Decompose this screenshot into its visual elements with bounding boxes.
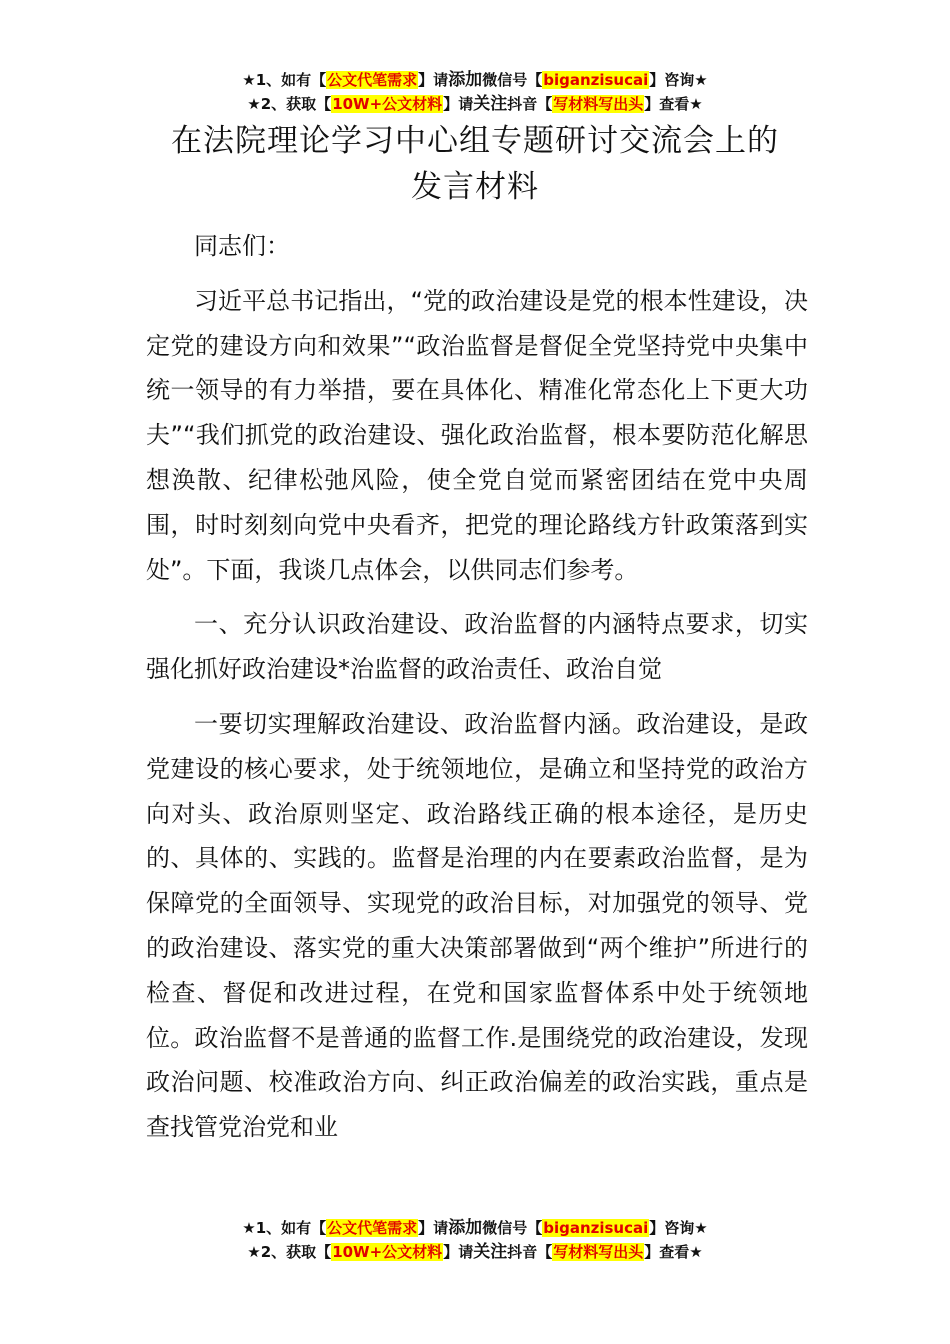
banner-emphasis: 关注	[473, 94, 508, 114]
banner-emphasis: 添加	[448, 70, 483, 90]
banner-text: 抖音【	[507, 95, 553, 113]
star-icon: ★	[247, 1243, 261, 1261]
paragraph-intro: 习近平总书记指出，“党的政治建设是党的根本性建设，决定党的建设方向和效果”“政治监督是督促全党坚持党中央集中统一领导的有力举措，要在具体化、精准化常态化上下更大功夫”“我们抓党的政治建设、强化政治监督，根本要防范化解思想涣散、纪律松弛风险，使全党自觉而紧密团结在党中央周围，时时刻刻向党中央看齐，把党的理论路线方针政策落到实处”。下面，我谈几点体会，以供同志们参考。	[146, 286, 808, 584]
banner-text: 】请	[443, 1243, 474, 1261]
highlight-materials: 10W+公文材料	[332, 1243, 443, 1261]
star-icon: ★	[247, 95, 261, 113]
star-icon: ★	[689, 1243, 703, 1261]
banner-text: 】请	[443, 95, 474, 113]
highlight-wechat-id: biganzisucai	[543, 1219, 649, 1237]
title-line-1: 在法院理论学习中心组专题研讨交流会上的	[171, 123, 779, 159]
salutation: 同志们：	[194, 232, 290, 260]
document-body	[146, 224, 808, 1160]
paragraph-section-heading: 一、充分认识政治建设、政治监督的内涵特点要求，切实强化抓好政治建设*治监督的政治责任、政治自觉	[146, 610, 808, 684]
star-icon: ★	[242, 71, 256, 89]
star-icon: ★	[694, 71, 708, 89]
banner-line-2	[0, 92, 950, 116]
star-icon: ★	[242, 1219, 256, 1237]
highlight-douyin-account: 写材料写出头	[553, 95, 644, 113]
banner-line-2	[0, 1240, 950, 1264]
banner-line-1	[0, 1216, 950, 1240]
banner-text: 2、获取【	[260, 1243, 332, 1261]
highlight-service: 公文代笔需求	[327, 1219, 418, 1237]
banner-text: 】咨询	[649, 71, 695, 89]
banner-emphasis: 关注	[473, 1242, 508, 1262]
paragraph-body: 一要切实理解政治建设、政治监督内涵。政治建设，是政党建设的核心要求，处于统领地位，是确立和坚持党的政治方向对头、政治原则坚定、政治路线正确的根本途径，是历史的、具体的、实践的。监督是治理的内在要素政治监督，是为保障党的全面领导、实现党的政治目标，对加强党的领导、党的政治建设、落实党的重大决策部署做到“两个维护”所进行的检查、督促和改进过程，在党和国家监督体系中处于统领地位。政治监督不是普通的监督工作.是围绕党的政治建设，发现政治问题、校准政治方向、纠正政治偏差的政治实践，重点是查找管党治党和业	[146, 709, 808, 1142]
banner-text: 】咨询	[649, 1219, 695, 1237]
banner-text: 】查看	[644, 1243, 690, 1261]
star-icon: ★	[694, 1219, 708, 1237]
highlight-wechat-id: biganzisucai	[543, 71, 649, 89]
highlight-service: 公文代笔需求	[327, 71, 418, 89]
banner-text: 】查看	[644, 95, 690, 113]
footer-banner	[0, 1216, 950, 1264]
highlight-materials: 10W+公文材料	[332, 95, 443, 113]
header-banner	[0, 68, 950, 116]
banner-text: 1、如有【	[255, 1219, 327, 1237]
title-line-2: 发言材料	[411, 169, 539, 205]
banner-text: 抖音【	[507, 1243, 553, 1261]
banner-text: 1、如有【	[255, 71, 327, 89]
banner-text: 】请	[418, 1219, 449, 1237]
document-title	[0, 118, 950, 210]
banner-emphasis: 添加	[448, 1218, 483, 1238]
banner-text: 微信号【	[482, 1219, 543, 1237]
star-icon: ★	[689, 95, 703, 113]
banner-line-1	[0, 68, 950, 92]
banner-text: 2、获取【	[260, 95, 332, 113]
banner-text: 微信号【	[482, 71, 543, 89]
banner-text: 】请	[418, 71, 449, 89]
highlight-douyin-account: 写材料写出头	[553, 1243, 644, 1261]
